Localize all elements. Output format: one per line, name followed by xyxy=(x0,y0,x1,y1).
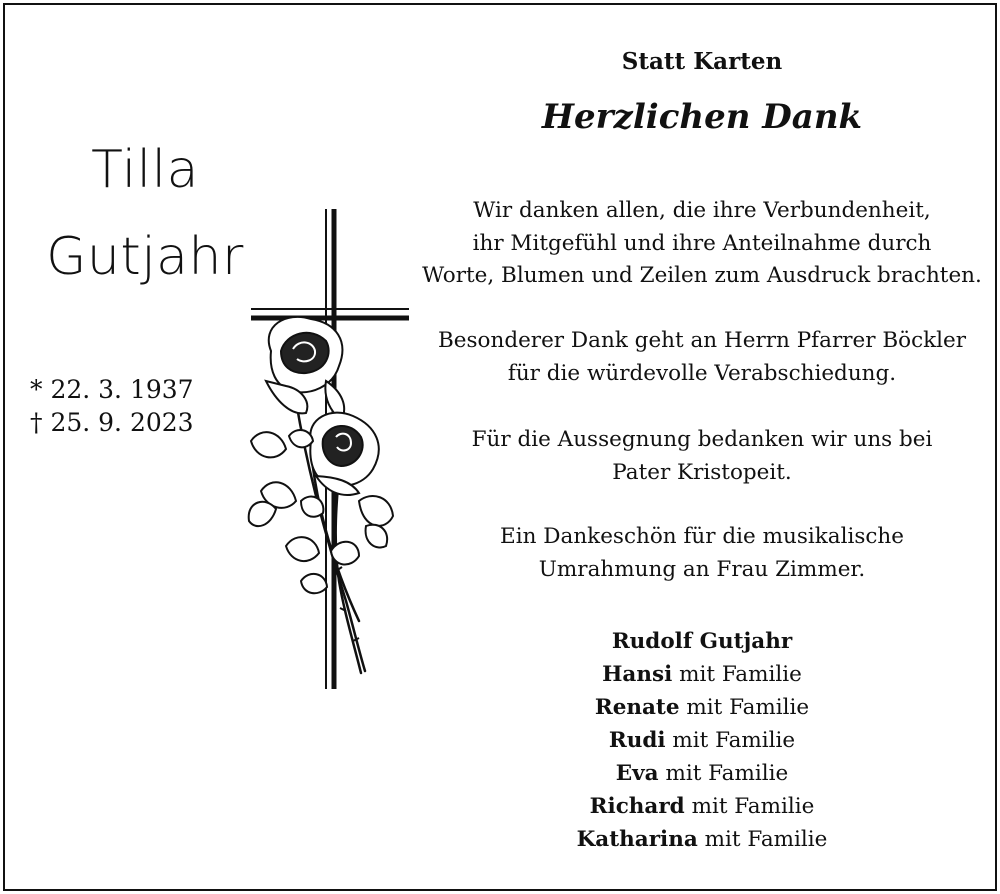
paragraph-line: Ein Dankeschön für die musikalische xyxy=(500,524,904,549)
birth-date: * 22. 3. 1937 xyxy=(30,375,194,404)
signer xyxy=(407,691,997,724)
notice-title: Herzlichen Dank xyxy=(541,97,863,137)
signer xyxy=(407,757,997,790)
signer xyxy=(407,790,997,823)
signers-list xyxy=(407,625,997,856)
paragraph-line: Umrahmung an Frau Zimmer. xyxy=(538,556,866,582)
signer-suffix: mit Familie xyxy=(686,695,810,720)
signer xyxy=(407,658,997,691)
signer-name: Renate xyxy=(594,695,680,720)
signer xyxy=(407,724,997,757)
signer xyxy=(407,625,997,658)
signer-suffix: mit Familie xyxy=(672,728,796,753)
paragraph-line: Pater Kristopeit. xyxy=(612,459,792,485)
paragraph-line: Wir danken allen, die ihre Verbundenheit, xyxy=(473,198,931,223)
paragraph-line: Worte, Blumen und Zeilen zum Ausdruck brachten. xyxy=(422,263,982,288)
signer-name: Rudi xyxy=(608,728,666,753)
life-dates xyxy=(30,373,194,439)
signer-suffix: mit Familie xyxy=(704,827,828,852)
paragraph-line: für die würdevolle Verabschiedung. xyxy=(507,360,897,386)
signer-name: Eva xyxy=(615,761,659,786)
signer xyxy=(407,823,997,856)
thanks-paragraph-music xyxy=(407,521,997,586)
signer-suffix: mit Familie xyxy=(679,662,802,687)
signer-name: Rudolf Gutjahr xyxy=(611,629,793,654)
thanks-paragraph-blessing xyxy=(407,424,997,489)
signer-suffix: mit Familie xyxy=(691,794,815,819)
thanks-paragraph-general xyxy=(407,195,997,293)
paragraph-line: Für die Aussegnung bedanken wir uns bei xyxy=(471,427,933,452)
paragraph-line: ihr Mitgefühl und ihre Anteilnahme durch xyxy=(472,230,932,256)
death-date: † 25. 9. 2023 xyxy=(30,408,194,437)
paragraph-line: Besonderer Dank geht an Herrn Pfarrer Böckler xyxy=(437,328,967,353)
thanks-paragraph-pastor xyxy=(407,325,997,390)
notice-heading: Statt Karten xyxy=(621,48,783,75)
last-name: Gutjahr xyxy=(46,227,244,287)
obituary-card xyxy=(3,3,997,891)
signer-name: Richard xyxy=(589,794,685,819)
signer-name: Katharina xyxy=(576,827,698,852)
cross-with-roses-icon xyxy=(241,201,411,691)
signer-suffix: mit Familie xyxy=(665,761,789,786)
first-name: Tilla xyxy=(91,140,199,200)
signer-name: Hansi xyxy=(602,662,673,687)
